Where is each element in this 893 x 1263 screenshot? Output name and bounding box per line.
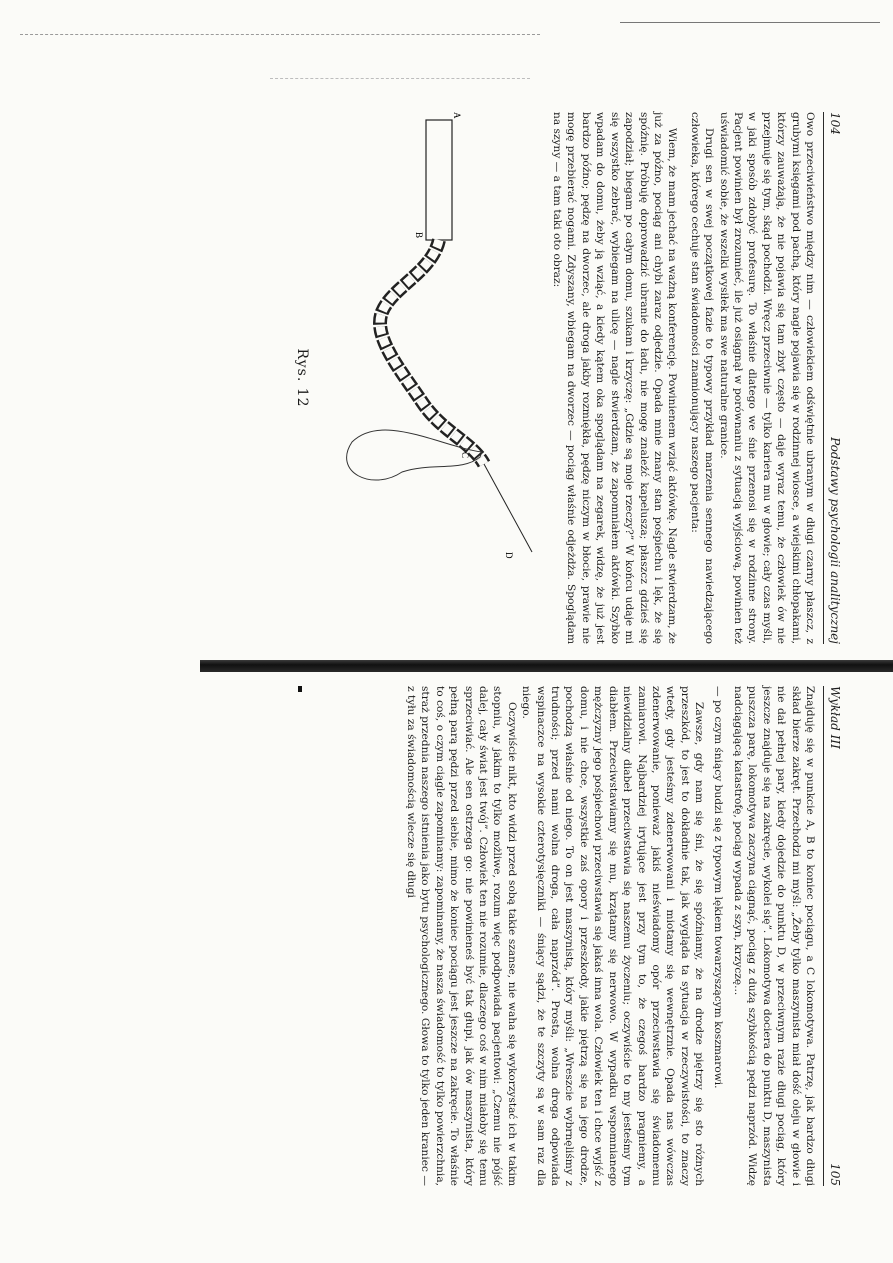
book-gutter xyxy=(200,660,893,672)
left-page-number: 104 xyxy=(828,112,842,135)
train-figure xyxy=(293,112,542,644)
label-c: C xyxy=(459,452,470,459)
paragraph: Owo przeciwieństwo między nim — człowiekiem odświętnie ubranym w długi czarny płaszcz, z grubymi księgami pod pachą, który nagle pojawia się w rodzinnej wiosce, a wiejskimi chłopakami, którzy zauważają, że nie pojawia się tam zbyt często — daje wyraz temu, że człowiek ów nie przejmuje się tym, skąd pochodzi. Wręcz przeciwnie — tylko kariera mu w głowie; cały czas myśli, w jaki sposób zdobyć profesurę. To właśnie dlatego we śnie przenosi się w rodzinne strony. Pacjent powinien był zrozumieć, ile już osiągnął w porównaniu z sytuacją wyjściową, powinien też uświadomić sobie, że wszelki wysiłek ma swe naturalne granice. xyxy=(717,112,816,644)
right-running-head xyxy=(823,686,842,1186)
scan-edge-mark xyxy=(20,34,540,35)
left-page xyxy=(288,112,842,644)
right-page-text xyxy=(404,686,817,1186)
paragraph: Drugi sen w swej początkowej fazie to typowy przykład marzenia sennego nawiedzającego człowieka, którego cechuje stan świadomości znamionujący naszego pacjenta: xyxy=(688,112,716,644)
train-diagram xyxy=(312,112,542,644)
right-page xyxy=(282,686,842,1186)
scan-edge-line xyxy=(620,22,880,23)
scan-edge-mark-lower xyxy=(270,78,530,79)
left-running-title: Podstawy psychologii analitycznej xyxy=(828,437,842,644)
paragraph: Oczywiście nikt, kto widzi przed sobą takie szanse, nie waha się wykorzystać ich w takim stopniu, w jakim to tylko możliwe, rozum więc podpowiada pacjentowi: „Czemu nie pójść dalej, cały świat jest twój”. Człowiek ten nie rozumie, dlaczego coś w nim miałoby się temu sprzeciwiać. Ale sen ostrzega go: nie powinieneś być tak głupi, jak ów maszynista, który pełną parą pędzi przed siebie, mimo że koniec pociągu jest jeszcze na zakręcie. To właśnie to coś, o czym ciągle zapominamy: zapominamy, że nasza świadomość to tylko powierzchnia, straż przednia naszego istnienia jako bytu psychologicznego. Głowa to tylko jeden kraniec — z tyłu za świadomością wlecze się długi xyxy=(405,686,518,1186)
right-running-title: Wykład III xyxy=(828,686,842,749)
left-page-text xyxy=(550,112,817,644)
track-d-line xyxy=(484,464,532,552)
left-running-head xyxy=(823,112,842,644)
paragraph: — po czym śniący budzi się z typowym lękiem towarzyszącym koszmarowi. xyxy=(711,686,724,1089)
label-b: B xyxy=(413,232,424,239)
paragraph: Znajduję się w punkcie A, B to koniec pociągu, a C lokomotywa. Patrzę, jak bardzo długi skład bierze zakręt. Przechodzi mi myśl: „Żeby tylko maszynista miał dość oleju w głowie i nie dał pełnej pary, kiedy dojedzie do punktu D, w przeciwnym razie długi pociąg, który jeszcze znajduje się na zakręcie, wykolei się”. Lokomotywa dociera do punktu D, maszynista puszcza parę, lokomotywa zaczyna ciągnąć, pociąg z dużą szybkością pędzi naprzód. Widzę nadciągającą katastrofę, pociąg wypada z szyn, krzyczę... xyxy=(731,686,816,1186)
right-page-number: 105 xyxy=(828,1163,842,1186)
station-a-shape xyxy=(426,120,452,240)
paragraph: Zawsze, gdy nam się śni, że się spóźniamy, że na drodze piętrzy się sto różnych przeszkód, to jest to dokładnie tak, jak wygląda ta sytuacja w rzeczywistości, to znaczy wtedy, gdy jesteśmy zdenerwowani i miotamy się wewnętrznie. Opada nas wówczas zdenerwowanie, ponieważ jakiś nieświadomy opór przeciwstawia się świadomemu zamiarowi. Najbardziej irytujące jest przy tym to, że czegoś bardzo pragniemy, a niewidzialny diabeł przeciwstawia się naszemu życzeniu; oczywiście to my jesteśmy tym diabłem. Przeciwstawiamy się mu, krzątamy się nerwowo. W wypadku wspomnianego mężczyzny jego pośpiechowi przeciwstawia się jakaś inna wola. Człowiek ten i chce wyjść z domu, i nie chce, wszystkie zaś opory i przeszkody, jakie piętrzą się na jego drodze, pochodzą właśnie od niego. To on jest maszynistą, który myśli: „Wreszcie wybrnęliśmy z trudności; przed nami wolna droga, cała naprzód”. Prosta, wolna droga odpowiada wspinaczce na wysokie czterotysięczniki — śniący sądzi, że te szczyty są w sam raz dla niego. xyxy=(520,686,706,1186)
label-a: A xyxy=(451,112,462,119)
label-d: D xyxy=(503,552,514,559)
paragraph: Wiem, że mam jechać na ważną konferencję. Powinienem wziąć aktówkę. Nagle stwierdzam, że już za późno, pociąg ani chybi zaraz odjedzie. Opada mnie znany stan pośpiechu i lęk, że się spóźnię. Próbuję doprowadzić ubranie do ładu, nie mogę znaleźć kapelusza; płaszcz gdzieś się zapodział; biegam po całym domu, szukam i krzyczę: „Gdzie są moje rzeczy?” W końcu udaje mi się wszystko zebrać, wybiegam na ulicę — nagle stwierdzam, że zapomniałem aktówki. Szybko wpadam do domu, żeby ją wziąć, a kiedy kątem oka spoglądam na zegarek, widzę, że już jest bardzo późno; pędzę na dworzec, ale droga jakby rozmiękła, pędzę niczym w błocie, prawie nie mogę przebierać nogami. Zdyszany, wbiegam na dworzec — pociąg właśnie odjeżdża. Spoglądam na szyny — a tam taki oto obraz: xyxy=(551,112,679,644)
figure-caption: Rys. 12 xyxy=(293,348,310,408)
